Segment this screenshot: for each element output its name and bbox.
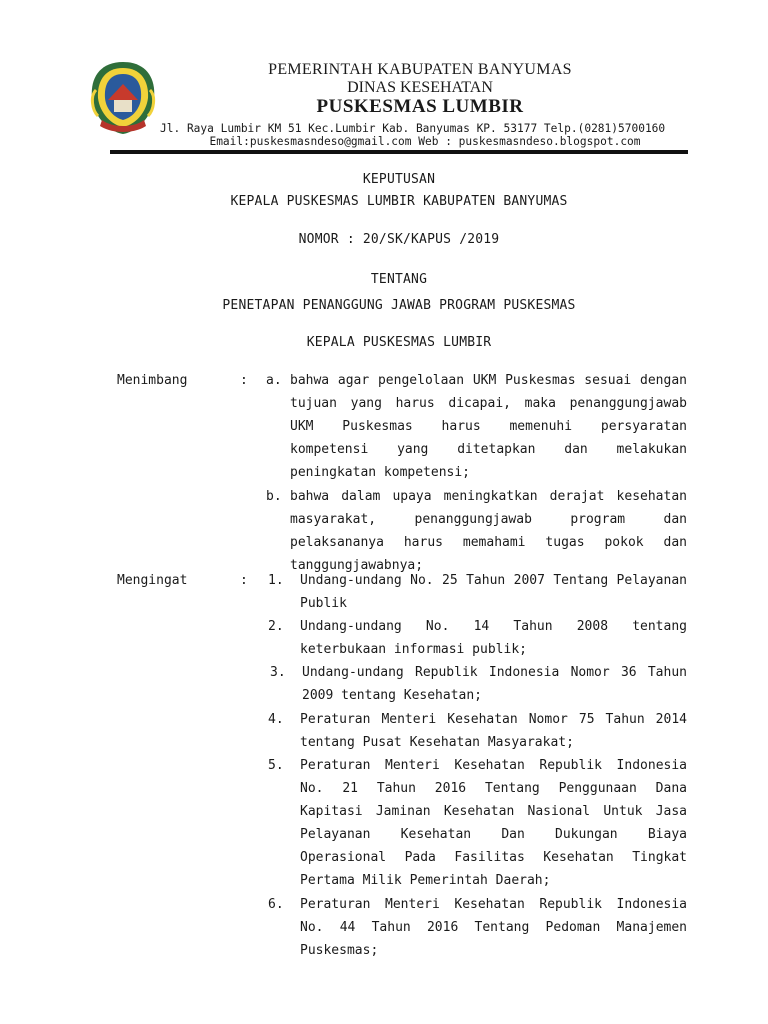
mengingat-item-4: Peraturan Menteri Kesehatan Nomor 75 Tahun 2014 tentang Pusat Kesehatan Masyarakat; (300, 712, 687, 750)
menimbang-marker-b: b. (266, 489, 282, 504)
banyumas-regency-crest-icon (88, 60, 158, 136)
address-line: Jl. Raya Lumbir KM 51 Kec.Lumbir Kab. Banyumas KP. 53177 Telp.(0281)5700160 (160, 122, 666, 135)
decree-subject: PENETAPAN PENANGGUNG JAWAB PROGRAM PUSKESMAS (222, 298, 576, 313)
decree-number: NOMOR : 20/SK/KAPUS /2019 (298, 232, 500, 247)
mengingat-label: Mengingat (117, 573, 188, 588)
contact-line: Email:puskesmasndeso@gmail.com Web : puskesmasndeso.blogspot.com (209, 135, 641, 148)
document-type: KEPUTUSAN (362, 172, 436, 187)
authority-heading: KEPALA PUSKESMAS LUMBIR (306, 335, 492, 350)
mengingat-marker-3: 3. (270, 665, 286, 680)
menimbang-item-b: bahwa dalam upaya meningkatkan derajat kesehatan masyarakat, penanggungjawab program dan pelaksananya harus memahami tugas pokok dan tanggungjawabnya; (290, 489, 687, 573)
issuer: KEPALA PUSKESMAS LUMBIR KABUPATEN BANYUMAS (230, 194, 568, 209)
mengingat-marker-4: 4. (268, 712, 284, 727)
institution-name: PUSKESMAS LUMBIR (316, 96, 524, 117)
mengingat-item-6: Peraturan Menteri Kesehatan Republik Indonesia No. 44 Tahun 2016 Tentang Pedoman Manajemen Puskesmas; (300, 897, 687, 958)
mengingat-item-1: Undang-undang No. 25 Tahun 2007 Tentang Pelayanan Publik (300, 573, 687, 611)
mengingat-marker-5: 5. (268, 758, 284, 773)
mengingat-colon: : (240, 573, 248, 588)
menimbang-item-a: bahwa agar pengelolaan UKM Puskesmas sesuai dengan tujuan yang harus dicapai, maka penanggungjawab UKM Puskesmas harus memenuhi persyaratan kompetensi yang ditetapkan dan melakukan peningkatan kompetensi; (290, 373, 687, 480)
menimbang-marker-a: a. (266, 373, 282, 388)
tentang-heading: TENTANG (370, 272, 428, 287)
letterhead-divider (110, 150, 688, 154)
mengingat-marker-2: 2. (268, 619, 284, 634)
department-name: DINAS KESEHATAN (347, 79, 493, 96)
mengingat-item-5: Peraturan Menteri Kesehatan Republik Indonesia No. 21 Tahun 2016 Tentang Penggunaan Dana Kapitasi Jaminan Kesehatan Nasional Untuk Jasa Pelayanan Kesehatan Dan Dukungan Biaya Operasional Pada Fasilitas Kesehatan Tingkat Pertama Milik Pemerintah Daerah; (300, 758, 687, 888)
mengingat-item-2: Undang-undang No. 14 Tahun 2008 tentang keterbukaan informasi publik; (300, 619, 687, 657)
mengingat-marker-6: 6. (268, 897, 284, 912)
government-name: PEMERINTAH KABUPATEN BANYUMAS (268, 61, 572, 78)
menimbang-colon: : (240, 373, 248, 388)
mengingat-marker-1: 1. (268, 573, 284, 588)
menimbang-label: Menimbang (117, 373, 188, 388)
mengingat-item-3: Undang-undang Republik Indonesia Nomor 36 Tahun 2009 tentang Kesehatan; (302, 665, 687, 703)
